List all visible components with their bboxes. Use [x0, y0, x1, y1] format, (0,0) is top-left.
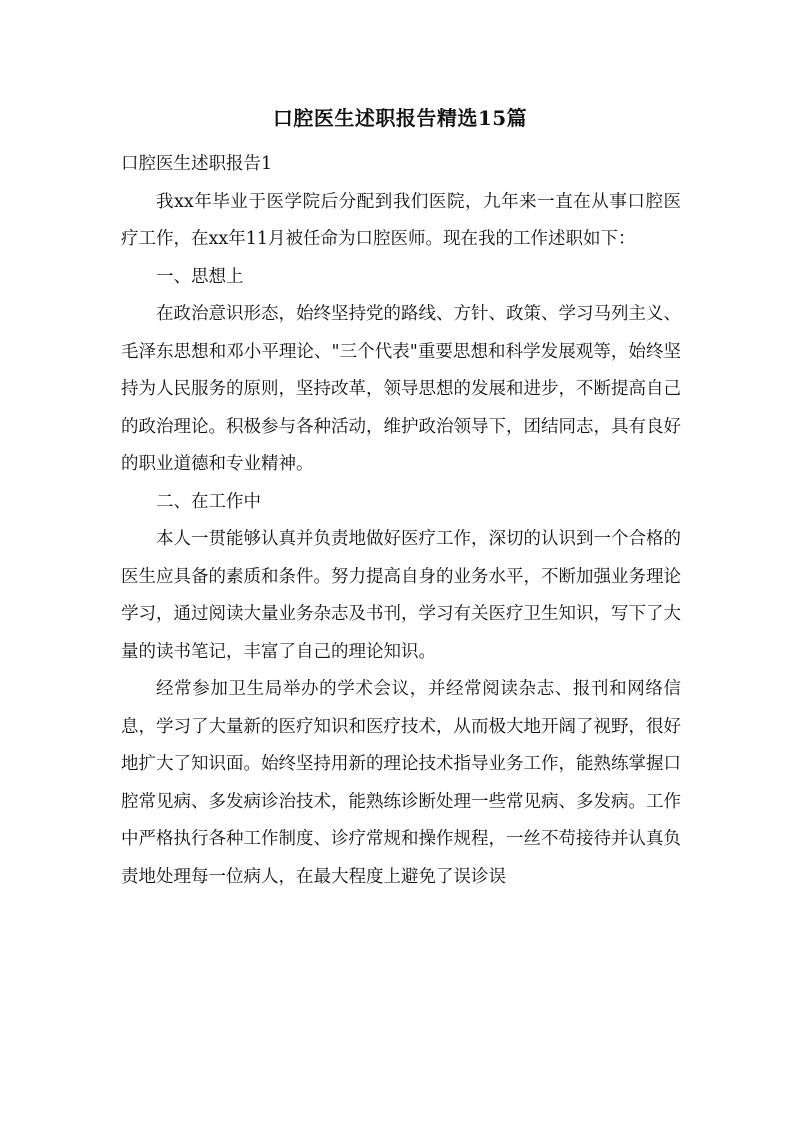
paragraph-thought: 在政治意识形态，始终坚持党的路线、方针、政策、学习马列主义、毛泽东思想和邓小平理论、"三个代表"重要思想和科学发展观等，始终坚持为人民服务的原则，坚持改革，领导思想的发展和进步，不断提高自己的政治理论。积极参与各种活动，维护政治领导下，团结同志，具有良好的职业道德和专业精神。 — [121, 304, 681, 474]
paragraph-work-2: 经常参加卫生局举办的学术会议，并经常阅读杂志、报刊和网络信息，学习了大量新的医疗知识和医疗技术，从而极大地开阔了视野，很好地扩大了知识面。始终坚持用新的理论技术指导业务工作，能熟练掌握口腔常见病、多发病诊治技术，能熟练诊断处理一些常见病、多发病。工作中严格执行各种工作制度、诊疗常规和操作规程，一丝不苟接待并认真负责地处理每一位病人，在最大程度上避免了误诊误 — [121, 679, 681, 887]
paragraph-intro: 我xx年毕业于医学院后分配到我们医院，九年来一直在从事口腔医疗工作，在xx年11月被任命为口腔医师。现在我的工作述职如下： — [121, 191, 681, 249]
section-heading-report-1: 口腔医生述职报告1 — [121, 154, 273, 174]
document-title: 口腔医生述职报告精选15篇 — [272, 106, 528, 130]
document-body — [121, 146, 681, 896]
section-heading-thought: 一、思想上 — [156, 266, 244, 287]
paragraph-work-1: 本人一贯能够认真并负责地做好医疗工作，深切的认识到一个合格的医生应具备的素质和条件。努力提高自身的业务水平，不断加强业务理论学习，通过阅读大量业务杂志及书刊，学习有关医疗卫生知识，写下了大量的读书笔记，丰富了自己的理论知识。 — [121, 529, 681, 662]
section-heading-work: 二、在工作中 — [156, 491, 261, 512]
